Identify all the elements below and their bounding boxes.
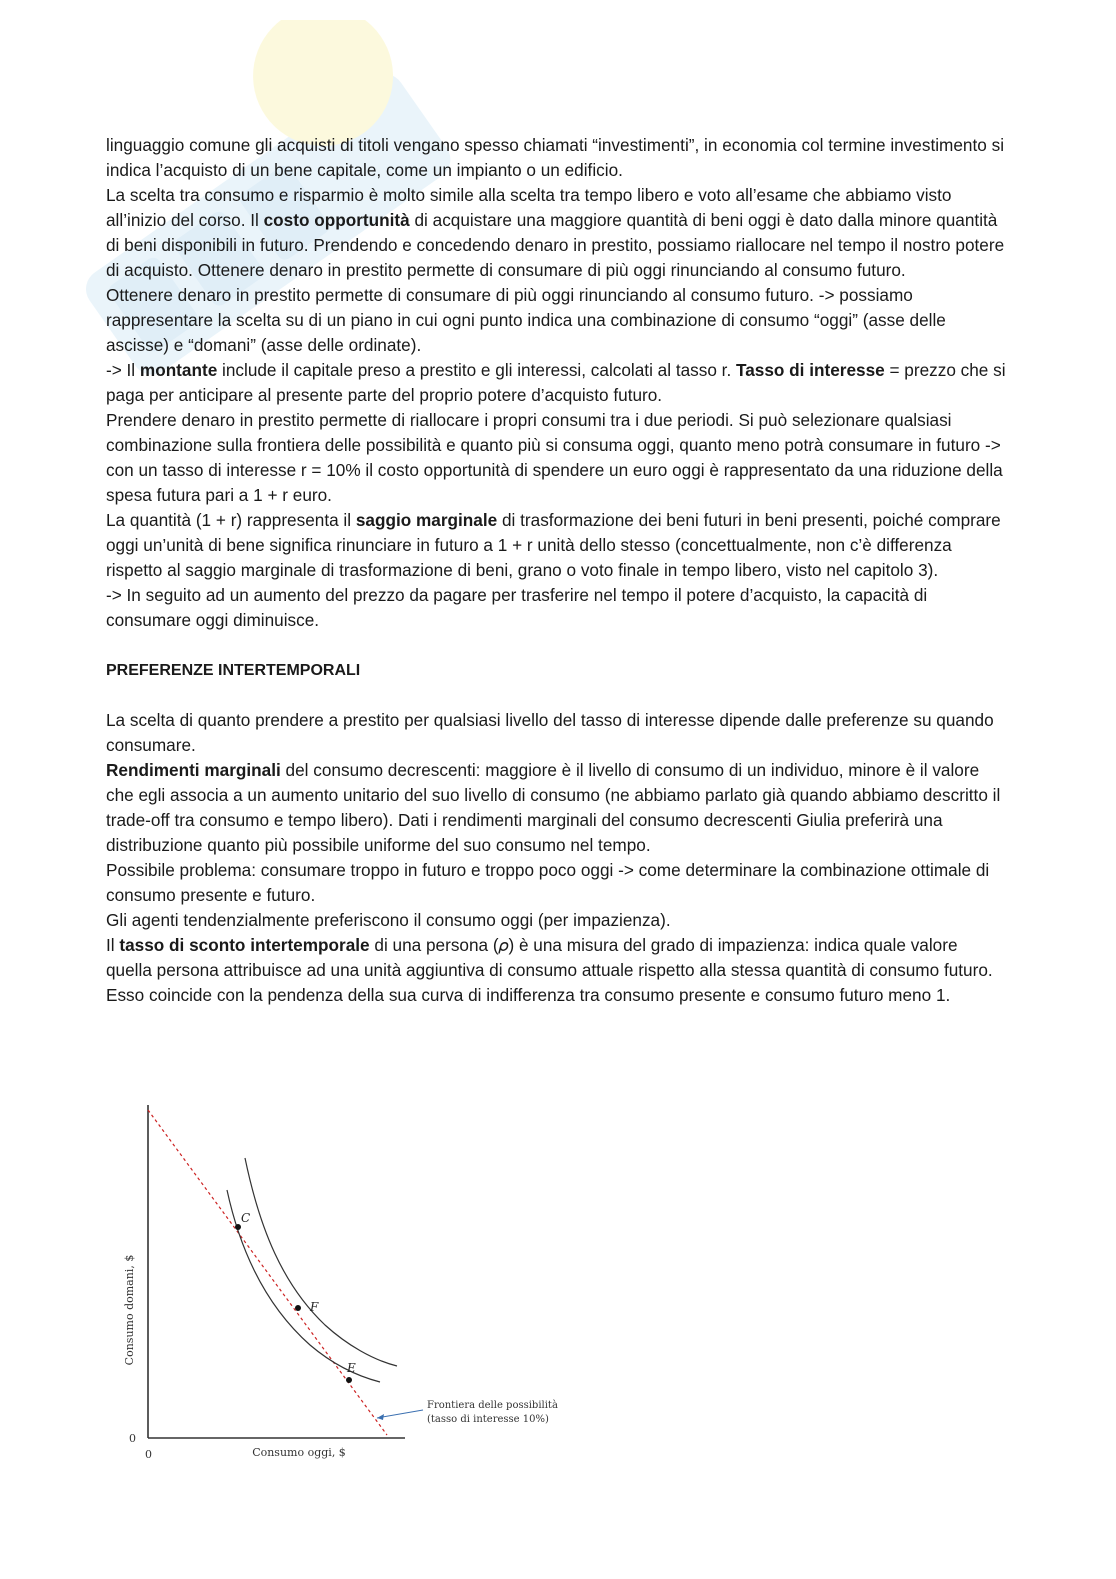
paragraph-investimenti: linguaggio comune gli acquisti di titoli vengano spesso chiamati “investimenti”, in economia col termine investimento si indica l’acquisto di un bene capitale, come un impianto o un edificio. bbox=[106, 135, 1005, 180]
annotation-line-2: (tasso di interesse 10%) bbox=[427, 1414, 549, 1425]
term-montante: montante bbox=[139, 360, 218, 380]
arrow-head bbox=[377, 1414, 384, 1420]
intertemporal-choice-figure bbox=[115, 1100, 575, 1480]
paragraph-impazienza: Gli agenti tendenzialmente preferiscono il consumo oggi (per impazienza). bbox=[106, 910, 671, 930]
paragraph-saggio-marginale: La quantità (1 + r) rappresenta il saggio marginale di trasformazione dei beni futuri in beni presenti, poiché comprare oggi un’unità di bene significa rinunciare in futuro a 1 + r unità dello stesso (concettualmente, non c’è differenza rispetto al saggio marginale di trasformazione di beni, grano o voto finale in tempo libero, visto nel capitolo 3). bbox=[106, 510, 1001, 580]
paragraph-tasso-sconto: Il tasso di sconto intertemporale di una persona (𝜌) è una misura del grado di impazienza: indica quale valore quella persona attribuisce ad una unità aggiuntiva di consumo attuale rispetto alla stessa quantità di consumo futuro. Esso coincide con la pendenza della sua curva di indifferenza tra consumo presente e consumo futuro meno 1. bbox=[106, 935, 993, 1005]
paragraph-scelta-prestito: La scelta di quanto prendere a prestito per qualsiasi livello del tasso di interesse dipende dalle preferenze su quando consumare. bbox=[106, 710, 994, 755]
paragraph-piano-consumo: Ottenere denaro in prestito permette di consumare di più oggi rinunciando al consumo futuro. -> possiamo rappresentare la scelta su di un piano in cui ogni punto indica una combinazione di consumo “oggi” (asse delle ascisse) e “domani” (asse delle ordinate). bbox=[106, 285, 946, 355]
paragraph-rendimenti-marginali: Rendimenti marginali del consumo decrescenti: maggiore è il livello di consumo di un individuo, minore è il valore che egli associa a un aumento unitario del suo livello di consumo (ne abbiamo parlato già quando abbiamo descritto il trade-off tra consumo e tempo libero). Dati i rendimenti marginali del consumo decrescenti Giulia preferirà una distribuzione quanto più possibile uniforme del suo consumo nel tempo. bbox=[106, 760, 1001, 855]
term-saggio-marginale: saggio marginale bbox=[355, 510, 498, 530]
term-tasso-interesse: Tasso di interesse bbox=[736, 360, 885, 380]
indifference-curve-high bbox=[245, 1158, 397, 1366]
point-e bbox=[346, 1377, 352, 1383]
term-tasso-sconto: tasso di sconto intertemporale bbox=[119, 935, 370, 955]
origin-y-label: 0 bbox=[129, 1432, 136, 1445]
point-f bbox=[295, 1305, 301, 1311]
annotation-line-1: Frontiera delle possibilità bbox=[427, 1400, 558, 1411]
term-rendimenti-marginali: Rendimenti marginali bbox=[106, 760, 281, 780]
y-axis-label: Consumo domani, $ bbox=[123, 1254, 136, 1366]
term-costo-opportunita: costo opportunità bbox=[263, 210, 410, 230]
paragraph-montante: -> Il montante include il capitale preso a prestito e gli interessi, calcolati al tasso r. Tasso di interesse = prezzo che si paga per anticipare al presente parte del proprio potere d’acquisto futuro. bbox=[106, 360, 1006, 405]
label-e: E bbox=[347, 1361, 356, 1375]
possibility-frontier-line bbox=[148, 1110, 387, 1435]
paragraph-problema: Possibile problema: consumare troppo in futuro e troppo poco oggi -> come determinare la combinazione ottimale di consumo presente e futuro. bbox=[106, 860, 990, 905]
section-heading: PREFERENZE INTERTEMPORALI bbox=[106, 662, 361, 679]
label-c: C bbox=[241, 1211, 251, 1225]
annotation-arrow bbox=[377, 1410, 423, 1418]
paragraph-costo-opportunita: La scelta tra consumo e risparmio è molto simile alla scelta tra tempo libero e voto all’esame che abbiamo visto all’inizio del corso. Il costo opportunità di acquistare una maggiore quantità di beni oggi è dato dalla minore quantità di beni disponibili in futuro. Prendendo e concedendo denaro in prestito, possiamo riallocare nel tempo il nostro potere di acquisto. Ottenere denaro in prestito permette di consumare di più oggi rinunciando al consumo futuro. bbox=[106, 185, 1005, 280]
paragraph-aumento-prezzo: -> In seguito ad un aumento del prezzo da pagare per trasferire nel tempo il potere d’acquisto, la capacità di consumare oggi diminuisce. bbox=[106, 585, 928, 630]
origin-x-label: 0 bbox=[145, 1448, 152, 1461]
paragraph-riallocare: Prendere denaro in prestito permette di riallocare i propri consumi tra i due periodi. Si può selezionare qualsiasi combinazione sulla frontiera delle possibilità e quanto più si consuma oggi, quanto meno potrà consumare in futuro -> con un tasso di interesse r = 10% il costo opportunità di spendere un euro oggi è rappresentato da una riduzione della spesa futura pari a 1 + r euro. bbox=[106, 410, 1003, 505]
document-body bbox=[106, 133, 1006, 1008]
x-axis-label: Consumo oggi, $ bbox=[252, 1446, 346, 1459]
label-f: F bbox=[310, 1300, 319, 1314]
